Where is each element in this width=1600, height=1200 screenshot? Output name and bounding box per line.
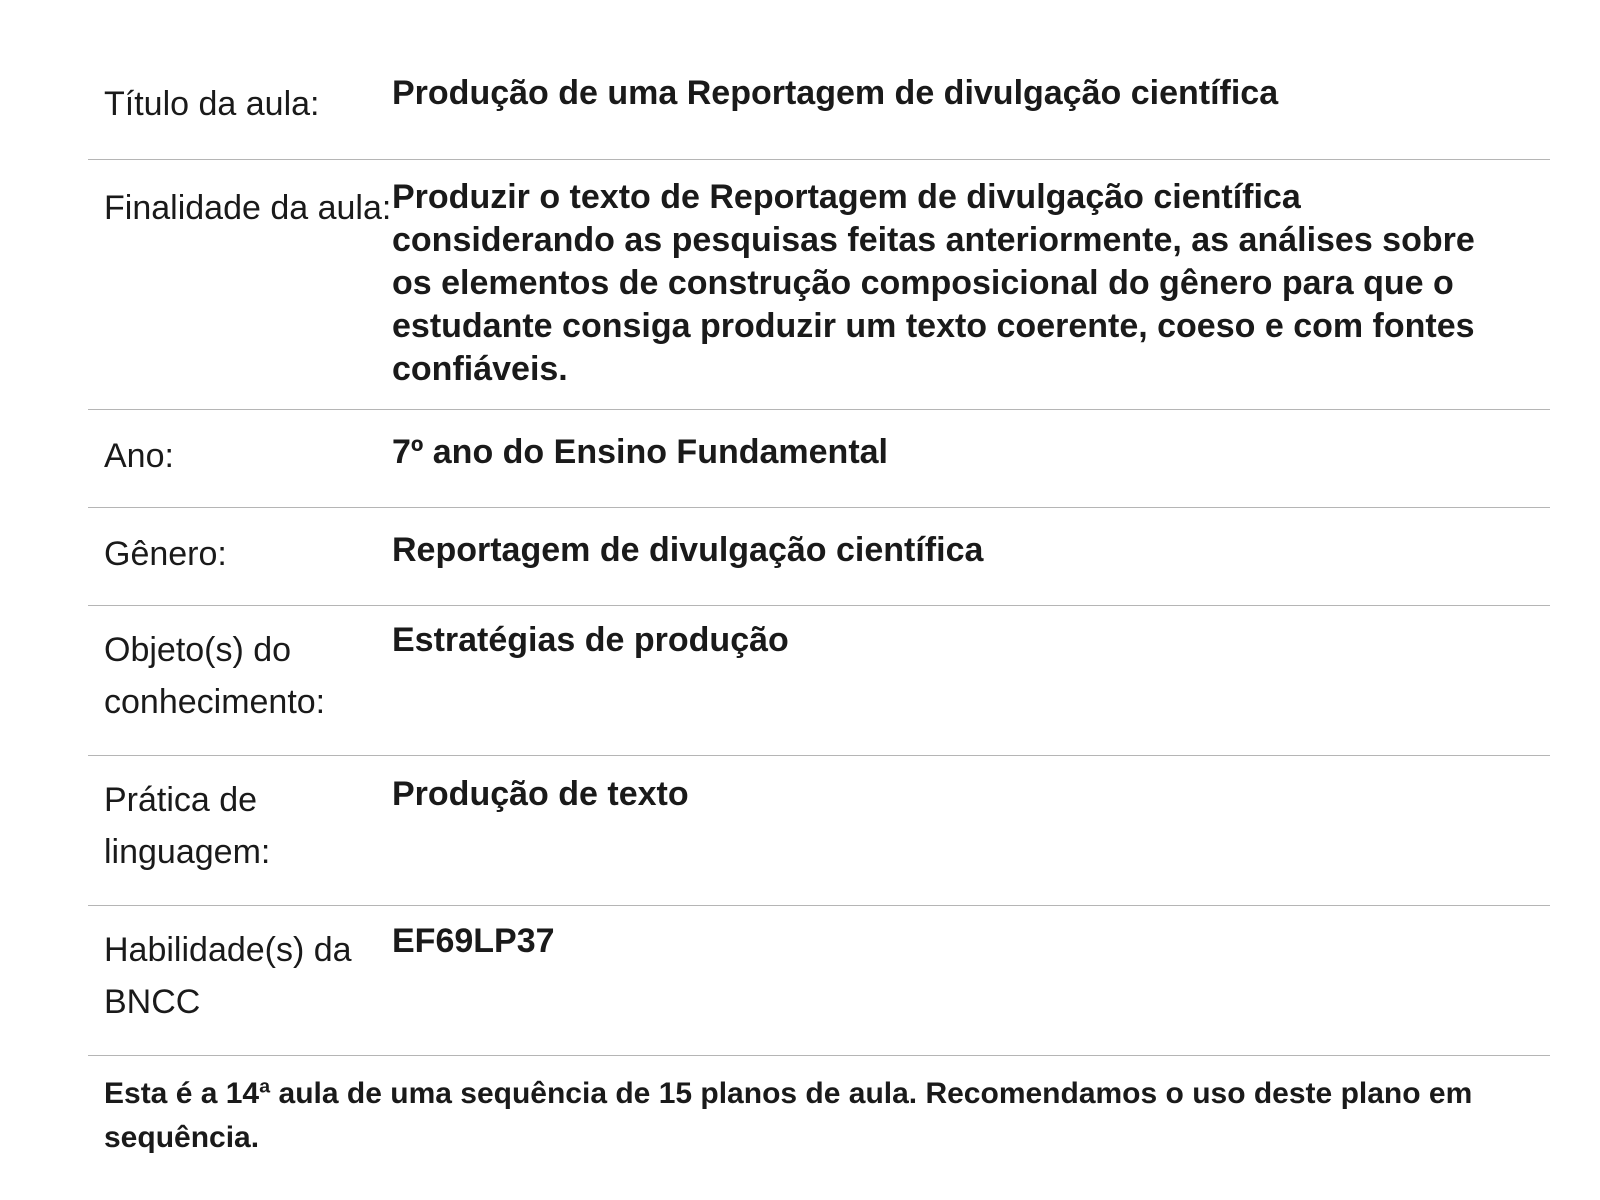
row-value-titulo: Produção de uma Reportagem de divulgação científica [392, 74, 1279, 112]
row-label-habilidade: Habilidade(s) da BNCC [104, 931, 352, 1021]
row-label-ano: Ano: [104, 437, 174, 475]
info-row-habilidade [88, 906, 1550, 1056]
row-label-objeto: Objeto(s) do conhecimento: [104, 631, 326, 721]
info-row-ano [88, 410, 1550, 508]
info-row-objeto [88, 606, 1550, 756]
lesson-plan-info-table [88, 42, 1550, 1160]
info-row-titulo [88, 42, 1550, 160]
row-label-pratica: Prática de linguagem: [104, 781, 271, 871]
row-value-genero: Reportagem de divulgação científica [392, 531, 984, 569]
info-row-genero [88, 508, 1550, 606]
info-row-finalidade [88, 160, 1550, 410]
info-row-pratica [88, 756, 1550, 906]
sequence-note: Esta é a 14ª aula de uma sequência de 15 planos de aula. Recomendamos o uso deste plano em sequência. [104, 1077, 1473, 1154]
row-value-finalidade: Produzir o texto de Reportagem de divulgação científica considerando as pesquisas feitas anteriormente, as análises sobre os elementos de construção composicional do gênero para que o estudante consiga produzir um texto coerente, coeso e com fontes confiáveis. [392, 178, 1475, 388]
row-label-titulo: Título da aula: [104, 85, 320, 123]
row-value-habilidade: EF69LP37 [392, 922, 555, 960]
row-value-ano: 7º ano do Ensino Fundamental [392, 433, 889, 471]
row-value-pratica: Produção de texto [392, 775, 689, 813]
row-value-objeto: Estratégias de produção [392, 621, 789, 659]
row-label-genero: Gênero: [104, 535, 227, 573]
row-label-finalidade: Finalidade da aula: [104, 189, 392, 227]
